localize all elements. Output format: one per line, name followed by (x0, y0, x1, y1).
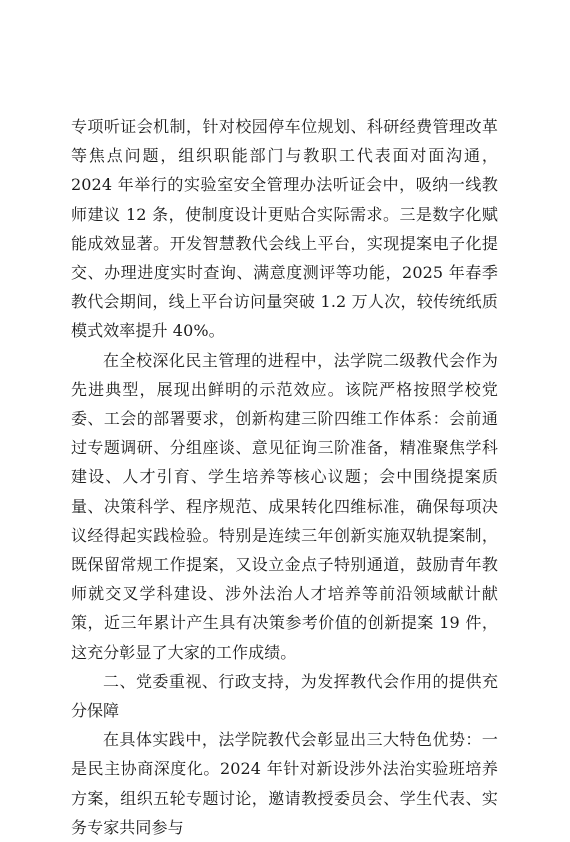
paragraph-continuation: 专项听证会机制，针对校园停车位规划、科研经费管理改革等焦点问题，组织职能部门与教职工代表面对面沟通，2024 年举行的实验室安全管理办法听证会中，吸纳一线教师建议 12 条，使制度设计更贴合实际需求。三是数字化赋能成效显著。开发智慧教代会线上平台，实现提案电子化提交、办理进度实时查询、满意度测评等功能，2025 年春季教代会期间，线上平台访问量突破 1.2 万人次，较传统纸质模式效率提升 40%。 (71, 117, 498, 341)
document-body (71, 112, 498, 842)
paragraph-practice: 在具体实践中，法学院教代会彰显出三大特色优势：一是民主协商深度化。2024 年针对新设涉外法治实验班培养方案，组织五轮专题讨论，邀请教授委员会、学生代表、实务专家共同参与 (71, 730, 498, 837)
paragraph-law-school: 在全校深化民主管理的进程中，法学院二级教代会作为先进典型，展现出鲜明的示范效应。该院严格按照学校党委、工会的部署要求，创新构建三阶四维工作体系：会前通过专题调研、分组座谈、意见征询三阶准备，精准聚焦学科建设、人才引育、学生培养等核心议题；会中围绕提案质量、决策科学、程序规范、成果转化四维标准，确保每项决议经得起实践检验。特别是连续三年创新实施双轨提案制，既保留常规工作提案，又设立金点子特别通道，鼓励青年教师就交叉学科建设、涉外法治人才培养等前沿领域献计献策，近三年累计产生具有决策参考价值的创新提案 19 件，这充分彰显了大家的工作成绩。 (71, 350, 498, 662)
section-heading-two: 二、党委重视、行政支持，为发挥教代会作用的提供充分保障 (71, 671, 498, 721)
